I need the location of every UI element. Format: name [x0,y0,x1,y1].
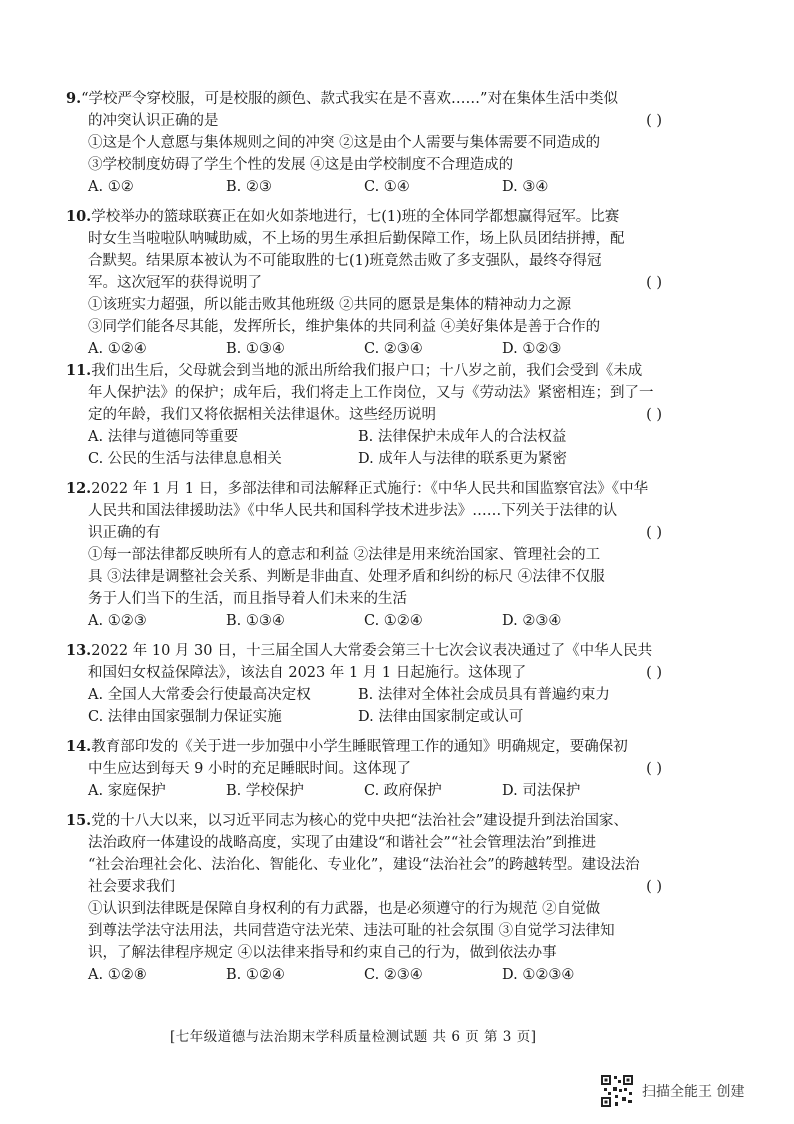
question-number: 15. [66,812,92,829]
question-text: 军。这次冠军的获得说明了 [88,275,262,291]
question-text: 党的十八大以来，以习近平同志为核心的党中央把“法治社会”建设提升到法治国家、 [91,813,629,829]
options [66,684,656,728]
question-text: 和国妇女权益保障法》，该法自 2023 年 1 月 1 日起施行。这体现了 [88,665,527,681]
answer-bracket: ( ) [646,407,662,423]
option-b: B. ①②④ [226,967,285,983]
statement: ③同学们能各尽其能，发挥所长，维护集体的共同利益 ④美好集体是善于合作的 [88,319,601,335]
option-a: A. ①②⑧ [88,967,147,983]
answer-bracket: ( ) [646,525,662,541]
option-d: D. ①②③ [502,341,562,357]
page-footer: [七年级道德与法治期末学科质量检测试题 共 6 页 第 3 页] [170,1029,537,1045]
question-text: 教育部印发的《关于进一步加强中小学生睡眠管理工作的通知》明确规定，要确保初 [91,739,628,755]
option-b: B. 法律对全体社会成员具有普遍约束力 [358,687,610,703]
option-b: B. 法律保护未成年人的合法权益 [358,429,567,445]
option-c: C. ②③④ [364,341,423,357]
question-number: 12. [66,480,92,497]
option-b: B. ②③ [226,179,272,195]
option-c: C. 法律由国家强制力保证实施 [88,709,282,725]
statement: ①该班实力超强，所以能击败其他班级 ②共同的愿景是集体的精神动力之源 [88,297,572,313]
question-text: 2022 年 1 月 1 日，多部法律和司法解释正式施行：《中华人民共和国监察官法》《中华 [91,481,649,497]
question-text: 的冲突认识正确的是 [88,113,219,129]
question-12 [66,478,662,632]
option-a: A. ①②④ [88,341,147,357]
options [66,176,656,198]
option-b: B. 学校保护 [226,783,304,799]
option-c: C. 公民的生活与法律息息相关 [88,451,282,467]
option-b: B. ①③④ [226,613,285,629]
qr-code-icon [600,1074,634,1108]
option-b: B. ①③④ [226,341,285,357]
question-number: 10. [66,208,92,225]
question-number: 9. [66,90,82,107]
question-number: 13. [66,642,92,659]
statement: 具 ③法律是调整社会关系、判断是非曲直、处理矛盾和纠纷的标尺 ④法律不仅服 [88,569,605,585]
question-text: 年人保护法》的保护；成年后，我们将走上工作岗位，又与《劳动法》紧密相连；到了一 [88,385,654,401]
option-a: A. 法律与道德同等重要 [88,429,239,445]
statement: ①认识到法律既是保障自身权利的有力武器，也是必须遵守的行为规范 ②自觉做 [88,901,601,917]
question-number: 11. [66,362,92,379]
options [66,780,656,802]
question-9 [66,88,662,198]
option-d: D. ③④ [502,179,549,195]
options [66,964,656,986]
answer-bracket: ( ) [646,761,662,777]
question-11 [66,360,662,470]
option-a: A. 家庭保护 [88,783,166,799]
option-c: C. 政府保护 [364,783,442,799]
statement: 到尊法学法守法用法，共同营造守法光荣、违法可耻的社会氛围 ③自觉学习法律知 [88,923,615,939]
question-13 [66,640,662,728]
option-d: D. 法律由国家制定或认可 [358,709,524,725]
question-text: 中生应达到每天 9 小时的充足睡眠时间。这体现了 [88,761,411,777]
options [66,610,656,632]
question-text: 社会要求我们 [88,879,175,895]
statement: ①每一部法律都反映所有人的意志和利益 ②法律是用来统治国家、管理社会的工 [88,547,601,563]
options [66,426,656,470]
question-text: 识正确的有 [88,525,161,541]
option-a: A. ①② [88,179,134,195]
question-text: 合默契。结果原本被认为不可能取胜的七(1)班竟然击败了多支强队，最终夺得冠 [88,253,602,269]
options [66,338,656,360]
scanner-watermark-text: 扫描全能王 创建 [642,1084,745,1100]
option-d: D. ②③④ [502,613,562,629]
question-text: “学校严令穿校服，可是校服的颜色、款式我实在是不喜欢……”对在集体生活中类似 [81,91,618,107]
option-c: C. ①②④ [364,613,423,629]
option-d: D. ①②③④ [502,967,575,983]
statement: ①这是个人意愿与集体规则之间的冲突 ②这是由个人需要与集体需要不同造成的 [88,135,601,151]
question-10 [66,206,662,360]
answer-bracket: ( ) [646,665,662,681]
question-text: 学校举办的篮球联赛正在如火如荼地进行，七(1)班的全体同学都想赢得冠军。比赛 [91,209,620,225]
option-c: C. ①④ [364,179,410,195]
statement: 识，了解法律程序规定 ④以法律来指导和约束自己的行为，做到依法办事 [88,945,557,961]
question-text: 法治政府一体建设的战略高度，实现了由建设“和谐社会”“社会管理法治”到推进 [88,835,597,851]
option-d: D. 司法保护 [502,783,581,799]
question-14 [66,736,662,802]
answer-bracket: ( ) [646,275,662,291]
answer-bracket: ( ) [646,879,662,895]
answer-bracket: ( ) [646,113,662,129]
option-d: D. 成年人与法律的联系更为紧密 [358,451,567,467]
question-text: “社会治理社会化、法治化、智能化、专业化”，建设“法治社会”的跨越转型。建设法治 [88,857,640,873]
statement: 务于人们当下的生活，而且指导着人们未来的生活 [88,591,407,607]
question-text: 时女生当啦啦队呐喊助威，不上场的男生承担后勤保障工作，场上队员团结拼搏，配 [88,231,625,247]
question-number: 14. [66,738,92,755]
option-a: A. 全国人大常委会行使最高决定权 [88,687,311,703]
question-text: 2022 年 10 月 30 日，十三届全国人大常委会第三十七次会议表决通过了《中华人民共 [91,643,653,659]
option-c: C. ②③④ [364,967,423,983]
scanner-watermark [600,1074,744,1108]
question-15 [66,810,662,986]
question-text: 定的年龄，我们又将依据相关法律退休。这些经历说明 [88,407,436,423]
question-text: 人民共和国法律援助法》《中华人民共和国科学技术进步法》……下列关于法律的认 [88,503,618,519]
statement: ③学校制度妨碍了学生个性的发展 ④这是由学校制度不合理造成的 [88,157,514,173]
question-text: 我们出生后，父母就会到当地的派出所给我们报户口；十八岁之前，我们会受到《未成 [91,363,643,379]
option-a: A. ①②③ [88,613,147,629]
